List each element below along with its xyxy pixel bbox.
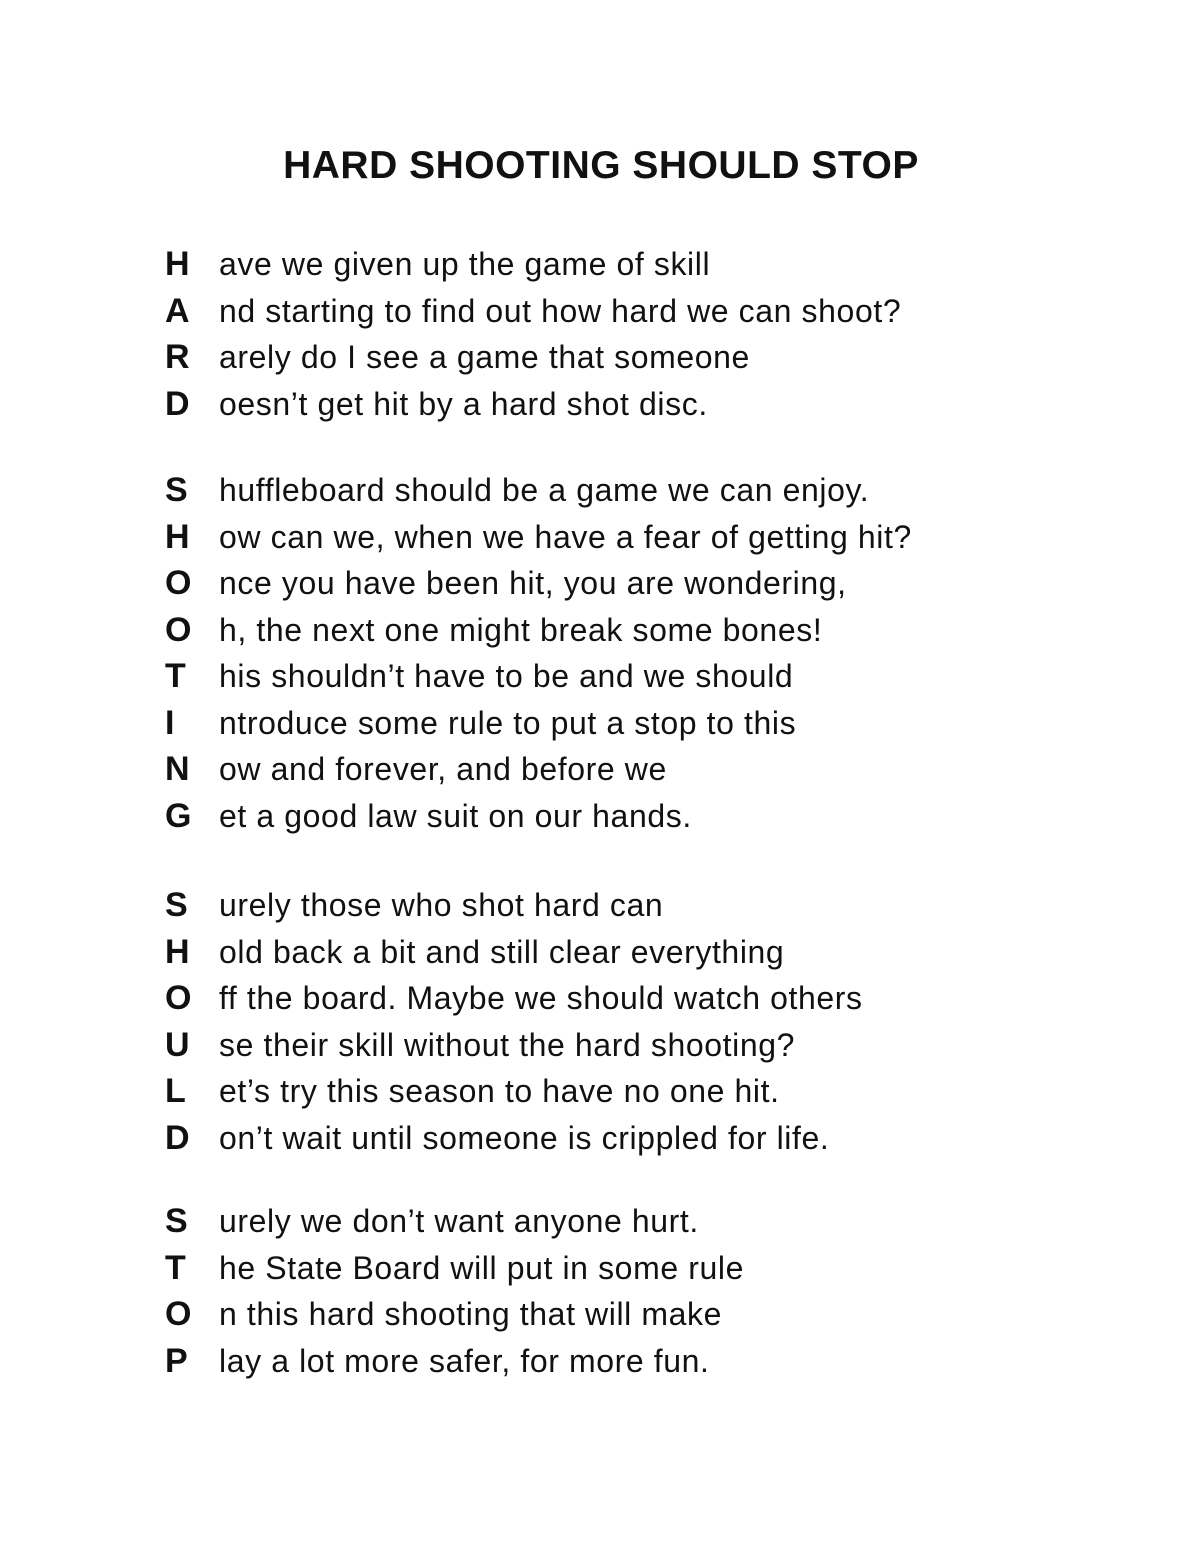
poem-line bbox=[165, 746, 912, 793]
acrostic-initial: S bbox=[165, 886, 188, 924]
poem-line bbox=[165, 514, 912, 561]
poem-line bbox=[165, 1022, 863, 1069]
poem-line bbox=[165, 929, 863, 976]
stanza-shooting bbox=[165, 467, 912, 839]
acrostic-initial: L bbox=[165, 1072, 186, 1110]
line-text: lay a lot more safer, for more fun. bbox=[219, 1342, 710, 1379]
acrostic-initial: P bbox=[165, 1341, 188, 1380]
poem-line bbox=[165, 882, 863, 929]
line-text: on’t wait until someone is crippled for life. bbox=[219, 1119, 830, 1156]
poem-line bbox=[165, 241, 901, 288]
acrostic-initial: S bbox=[165, 1202, 188, 1240]
line-text: ff the board. Maybe we should watch others bbox=[219, 980, 863, 1016]
line-text: oesn’t get hit by a hard shot disc. bbox=[219, 385, 708, 422]
poem-line bbox=[165, 334, 901, 381]
line-text: ntroduce some rule to put a stop to this bbox=[219, 704, 797, 741]
line-text: old back a bit and still clear everything bbox=[219, 933, 785, 970]
line-text: urely we don’t want anyone hurt. bbox=[219, 1203, 699, 1239]
acrostic-initial: O bbox=[165, 564, 192, 602]
line-text: se their skill without the hard shooting? bbox=[219, 1026, 796, 1063]
line-text: et’s try this season to have no one hit. bbox=[219, 1073, 780, 1109]
acrostic-initial: I bbox=[165, 703, 175, 742]
stanza-should bbox=[165, 882, 863, 1161]
line-text: ow and forever, and before we bbox=[219, 751, 667, 787]
poem-line bbox=[165, 700, 912, 747]
line-text: n this hard shooting that will make bbox=[219, 1296, 723, 1332]
acrostic-initial: G bbox=[165, 796, 192, 835]
acrostic-initial: A bbox=[165, 291, 190, 330]
acrostic-initial: D bbox=[165, 1118, 190, 1157]
poem-line bbox=[165, 288, 901, 335]
poem-line bbox=[165, 793, 912, 840]
acrostic-initial: T bbox=[165, 657, 186, 695]
poem-line bbox=[165, 607, 912, 654]
poem-line bbox=[165, 1198, 744, 1245]
poem-line bbox=[165, 1068, 863, 1115]
poem-line bbox=[165, 975, 863, 1022]
poem-line bbox=[165, 381, 901, 428]
line-text: nce you have been hit, you are wondering, bbox=[219, 565, 847, 601]
poem-line bbox=[165, 653, 912, 700]
acrostic-initial: H bbox=[165, 245, 190, 283]
acrostic-initial: O bbox=[165, 1295, 192, 1333]
acrostic-initial: S bbox=[165, 471, 188, 509]
line-text: urely those who shot hard can bbox=[219, 887, 664, 923]
acrostic-initial: U bbox=[165, 1025, 190, 1064]
acrostic-initial: T bbox=[165, 1248, 186, 1287]
line-text: he State Board will put in some rule bbox=[219, 1249, 744, 1286]
acrostic-initial: H bbox=[165, 517, 190, 556]
acrostic-initial: H bbox=[165, 932, 190, 971]
poem-line bbox=[165, 560, 912, 607]
line-text: huffleboard should be a game we can enjoy. bbox=[219, 472, 870, 508]
line-text: ow can we, when we have a fear of getting hit? bbox=[219, 518, 912, 555]
acrostic-initial: O bbox=[165, 979, 192, 1017]
stanza-hard bbox=[165, 241, 901, 427]
acrostic-initial: D bbox=[165, 384, 190, 423]
line-text: nd starting to find out how hard we can shoot? bbox=[219, 292, 902, 329]
line-text: arely do I see a game that someone bbox=[219, 339, 750, 375]
stanza-stop bbox=[165, 1198, 744, 1384]
poem-line bbox=[165, 1115, 863, 1162]
poem-title: HARD SHOOTING SHOULD STOP bbox=[283, 144, 919, 187]
poem-line bbox=[165, 1291, 744, 1338]
acrostic-initial: O bbox=[165, 610, 192, 649]
poem-line bbox=[165, 1245, 744, 1292]
acrostic-initial: N bbox=[165, 750, 190, 788]
line-text: h, the next one might break some bones! bbox=[219, 611, 823, 648]
acrostic-initial: R bbox=[165, 338, 190, 376]
poem-line bbox=[165, 1338, 744, 1385]
line-text: et a good law suit on our hands. bbox=[219, 797, 692, 834]
line-text: his shouldn’t have to be and we should bbox=[219, 658, 794, 694]
poem-line bbox=[165, 467, 912, 514]
line-text: ave we given up the game of skill bbox=[219, 246, 711, 282]
